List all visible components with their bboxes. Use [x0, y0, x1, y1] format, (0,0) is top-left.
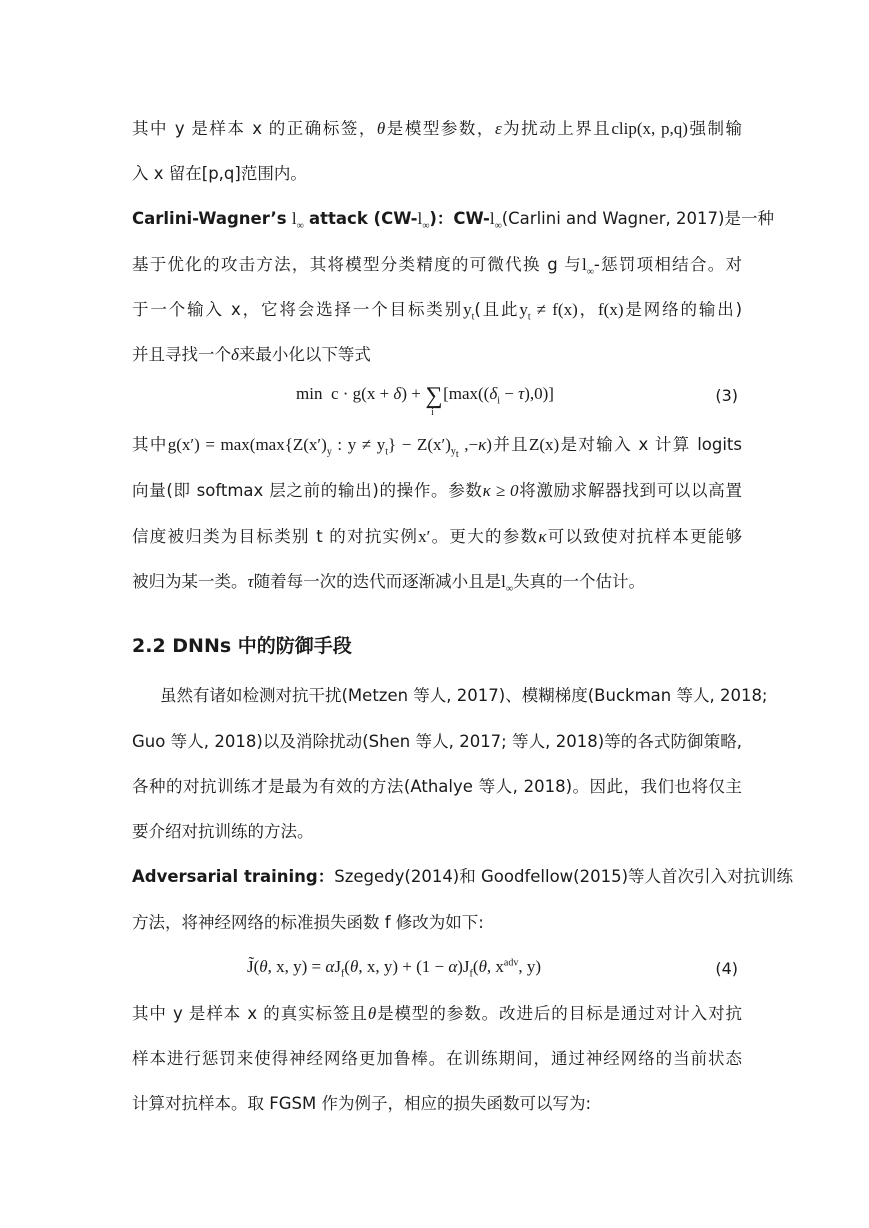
- paragraph-line: [132, 299, 742, 328]
- text: 是对输入 x 计算 logits: [559, 435, 742, 454]
- sum-symbol: ∑ i: [425, 383, 443, 418]
- text: Szegedy(2014)和 Goodfellow(2015)等人首次引入对抗训练: [334, 867, 794, 886]
- text: 随着每一次的迭代而逐渐减小且是: [253, 572, 502, 591]
- paragraph-line: [132, 526, 742, 548]
- paragraph-line: 计算对抗样本。取 FGSM 作为例子，相应的损失函数可以写为:: [132, 1094, 592, 1113]
- text: 是网络的输出): [623, 300, 743, 319]
- paragraph-line: 虽然有诸如检测对抗干扰(Metzen 等人, 2017)、模糊梯度(Buckman 等人, 2018;: [160, 686, 768, 705]
- cw-title: )：CW-: [429, 209, 490, 228]
- text: 强制输: [687, 119, 743, 138]
- text: ，: [577, 300, 598, 319]
- text: 是模型的参数。改进后的目标是通过对计入对抗: [376, 1004, 742, 1023]
- cw-title-line: [132, 208, 774, 237]
- math-g-def: $g(x') = \max(\max\{Z(x')_y$ : $y \ne y_t\} - Z(x')_{y_t}$ ,−κ): [167, 435, 492, 461]
- text: 是模型参数，: [385, 119, 495, 138]
- equation-4: [132, 955, 738, 995]
- text: (且此: [474, 300, 520, 319]
- paragraph-line: [132, 254, 742, 283]
- text: 其中: [132, 435, 168, 454]
- math-delta: δ: [231, 345, 239, 364]
- equation-3: [132, 382, 738, 422]
- section-heading: 2.2 DNNs 中的防御手段: [132, 635, 352, 657]
- cw-title: attack (CW-: [309, 209, 418, 228]
- math-theta: θ: [376, 119, 386, 138]
- equation-number: (3): [715, 386, 738, 405]
- math-tau: τ: [247, 572, 254, 591]
- math-clip: clip(x, p,q): [611, 119, 688, 138]
- paragraph-line: [132, 118, 742, 140]
- math-kappa: κ: [538, 527, 547, 546]
- paragraph-line: [132, 866, 794, 888]
- paragraph-line: [132, 344, 742, 366]
- cw-title: Carlini-Wagner’s: [132, 209, 287, 228]
- text: 被归为某一类。: [132, 572, 248, 591]
- math-linf: $l_\infty$: [582, 255, 594, 278]
- text: (Carlini and Wagner, 2017)是一种: [501, 209, 774, 228]
- math-linf: $l_\infty$: [489, 209, 502, 232]
- math-yt: $y_t$: [463, 300, 475, 323]
- equation-number: (4): [715, 959, 738, 978]
- math-linf: $l_\infty$: [291, 209, 304, 232]
- text: -惩罚项相结合。对: [593, 255, 742, 274]
- text: 基于优化的攻击方法，其将模型分类精度的可微代换 g 与: [132, 255, 582, 274]
- text: 可以致使对抗样本更能够: [546, 527, 743, 546]
- math-fx: f(x): [598, 300, 624, 319]
- text: 其中 y 是样本 x 的正确标签，: [132, 119, 377, 138]
- paragraph-line: 入 x 留在[p,q]范围内。: [132, 164, 307, 183]
- paragraph-line: Guo 等人, 2018)以及消除扰动(Shen 等人, 2017; 等人, 2018)等的各式防御策略,: [132, 732, 742, 751]
- paragraph-line: [132, 1003, 742, 1025]
- math-theta: θ: [367, 1004, 377, 1023]
- text: 其中 y 是样本 x 的真实标签且: [132, 1004, 368, 1023]
- math-yt-ne-fx: $y_t \ne f(x)$: [519, 300, 578, 323]
- text: 为扰动上界且: [501, 119, 612, 138]
- text: 来最小化以下等式: [238, 345, 371, 364]
- paragraph-line: 要介绍对抗训练的方法。: [132, 822, 314, 841]
- text: 并且: [491, 435, 530, 454]
- text: 于一个输入 x，它将会选择一个目标类别: [132, 300, 464, 319]
- paragraph-line: [132, 480, 742, 502]
- text: 将激励求解器找到可以以高置: [518, 481, 742, 500]
- equation-body: J̃(θ, x, $y) = \alpha J_f(\theta$, x, $y) + (1 - \alpha)J_f(\theta$, $x^{adv}$, y): [247, 957, 542, 980]
- text: 向量(即 softmax 层之前的输出)的操作。参数: [132, 481, 483, 500]
- paragraph-line: [132, 434, 742, 466]
- paragraph-line: 方法，将神经网络的标准损失函数 f 修改为如下:: [132, 913, 484, 932]
- text: 。更大的参数: [430, 527, 539, 546]
- math-kappa-ge: κ ≥ 0: [482, 481, 519, 500]
- text: 并且寻找一个: [132, 345, 231, 364]
- equation-body: min c · g(x + δ) + ∑ i $[\max((\delta_i - \tau),0)]$: [296, 383, 554, 418]
- text: 信度被归类为目标类别 t 的对抗实例: [132, 527, 419, 546]
- math-linf: $l_\infty$: [417, 209, 430, 232]
- adv-training-title: Adversarial training：: [132, 867, 335, 886]
- paragraph-line: 各种的对抗训练才是最为有效的方法(Athalye 等人, 2018)。因此，我们也将仅主: [132, 777, 742, 796]
- text: 失真的一个估计。: [512, 572, 645, 591]
- math-xprime: x′: [418, 527, 431, 546]
- paragraph-line: [132, 571, 742, 600]
- math-epsilon: ε: [494, 119, 502, 138]
- paragraph-line: 样本进行惩罚来使得神经网络更加鲁棒。在训练期间，通过神经网络的当前状态: [132, 1049, 742, 1068]
- math-linf: $l_\infty$: [501, 572, 513, 595]
- math-zx: Z(x): [529, 435, 560, 454]
